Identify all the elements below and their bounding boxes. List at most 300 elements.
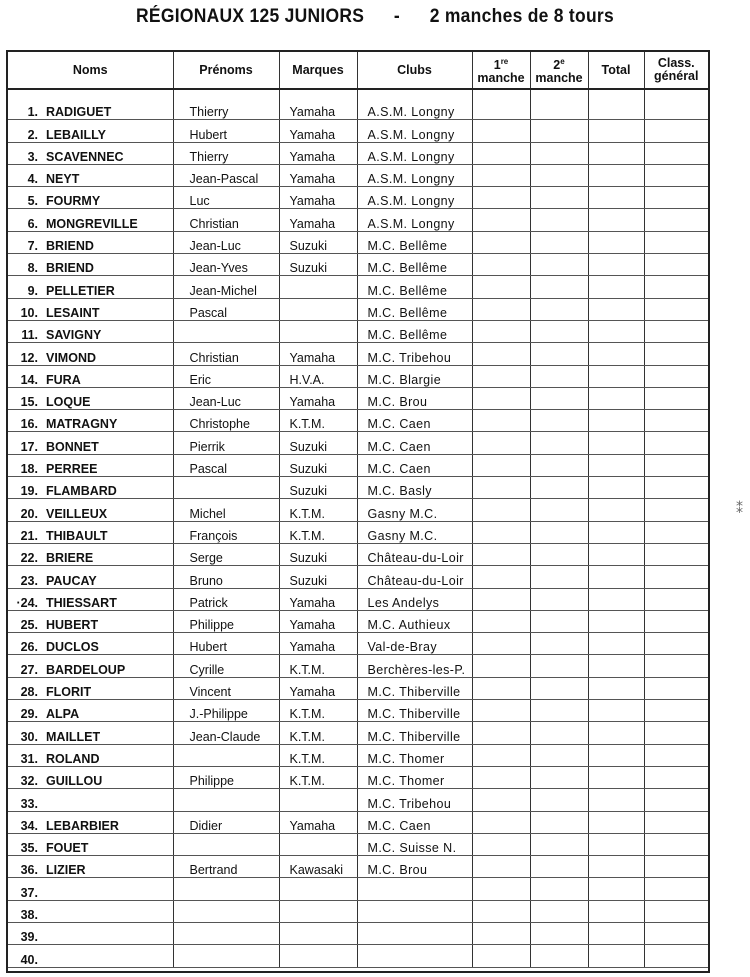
cell-club: M.C. Caen [357,454,472,476]
cell-manche-2 [530,343,588,365]
cell-marque: Suzuki [279,477,357,499]
row-number: 1. [27,105,38,120]
rider-name: FURA [46,372,81,387]
cell-marque: K.T.M. [279,521,357,543]
table-row [8,98,708,120]
cell-marque: K.T.M. [279,766,357,788]
cell-total [588,566,644,588]
cell-manche-1 [472,722,530,744]
cell-club: A.S.M. Longny [357,142,472,164]
cell-nom [8,766,173,788]
table-row [8,120,708,142]
cell-prenom [173,320,279,342]
cell-marque: Kawasaki [279,856,357,878]
row-number: 2. [27,127,38,142]
cell-manche-2 [530,521,588,543]
cell-club: Gasny M.C. [357,499,472,521]
rider-name: LESAINT [46,305,100,320]
cell-manche-1 [472,922,530,944]
row-number: 22. [20,551,38,566]
cell-class-general [644,677,708,699]
rider-name: BRIERE [46,551,94,566]
rider-name: DUCLOS [46,640,99,655]
cell-club: A.S.M. Longny [357,98,472,120]
rider-name: ALPA [46,707,80,722]
cell-manche-2 [530,945,588,967]
table-row [8,900,708,922]
table-row [8,677,708,699]
cell-manche-1 [472,766,530,788]
cell-manche-2 [530,187,588,209]
cell-total [588,700,644,722]
cell-prenom: Thierry [173,142,279,164]
cell-class-general [644,387,708,409]
cell-prenom [173,833,279,855]
cell-prenom [173,477,279,499]
cell-class-general [644,856,708,878]
cell-manche-1 [472,543,530,565]
cell-manche-2 [530,789,588,811]
cell-prenom [173,900,279,922]
row-number: ·24. [16,595,38,610]
cell-nom [8,343,173,365]
row-number: 21. [20,528,38,543]
rider-name: MAILLET [46,729,101,744]
table-row [8,432,708,454]
cell-marque: Yamaha [279,142,357,164]
cell-prenom: Pascal [173,298,279,320]
cell-prenom: Hubert [173,120,279,142]
cell-nom [8,789,173,811]
cell-total [588,744,644,766]
cell-class-general [644,320,708,342]
cell-marque [279,276,357,298]
cell-marque: Suzuki [279,566,357,588]
cell-manche-2 [530,633,588,655]
cell-manche-1 [472,677,530,699]
cell-prenom: Michel [173,499,279,521]
cell-class-general [644,588,708,610]
cell-class-general [644,543,708,565]
cell-class-general [644,744,708,766]
cell-prenom: Christophe [173,410,279,432]
cell-manche-2 [530,142,588,164]
cell-manche-1 [472,878,530,900]
cell-nom [8,387,173,409]
cell-marque: K.T.M. [279,410,357,432]
cell-club: Les Andelys [357,588,472,610]
cell-prenom: Vincent [173,677,279,699]
cell-prenom: Jean-Yves [173,254,279,276]
cell-manche-1 [472,856,530,878]
cell-prenom [173,922,279,944]
cell-class-general [644,833,708,855]
cell-club [357,945,472,967]
cell-marque [279,922,357,944]
table-row [8,833,708,855]
cell-total [588,320,644,342]
cell-manche-2 [530,677,588,699]
cell-club: Berchères-les-P. [357,655,472,677]
cell-total [588,254,644,276]
cell-marque: K.T.M. [279,499,357,521]
table-row [8,566,708,588]
rider-name: LOQUE [46,395,91,410]
row-number: 6. [27,216,38,231]
cell-total [588,98,644,120]
row-number: 3. [27,149,38,164]
table-row [8,499,708,521]
cell-prenom: Serge [173,543,279,565]
cell-club: Gasny M.C. [357,521,472,543]
cell-manche-2 [530,766,588,788]
table-row [8,744,708,766]
cell-club: M.C. Bellême [357,276,472,298]
cell-marque [279,945,357,967]
table-row [8,254,708,276]
cell-nom [8,521,173,543]
cell-marque: Yamaha [279,98,357,120]
rider-name: ROLAND [46,751,100,766]
cell-manche-2 [530,320,588,342]
cell-manche-1 [472,521,530,543]
cell-manche-1 [472,610,530,632]
cell-club: M.C. Bellême [357,298,472,320]
cell-nom [8,320,173,342]
row-number: 30. [20,729,38,744]
table-row [8,543,708,565]
rider-name: LEBARBIER [46,818,119,833]
cell-prenom [173,878,279,900]
cell-class-general [644,922,708,944]
cell-nom [8,142,173,164]
row-number: 35. [20,841,38,856]
cell-marque: Yamaha [279,209,357,231]
cell-nom [8,454,173,476]
rider-name: MONGREVILLE [46,216,138,231]
row-number: 38. [20,907,38,922]
table-row [8,700,708,722]
cell-club: A.S.M. Longny [357,187,472,209]
row-number: 12. [20,350,38,365]
cell-manche-2 [530,298,588,320]
cell-club: M.C. Thiberville [357,722,472,744]
cell-prenom: Philippe [173,610,279,632]
cell-manche-1 [472,120,530,142]
cell-nom [8,856,173,878]
cell-marque: Yamaha [279,187,357,209]
table-row [8,187,708,209]
cell-class-general [644,700,708,722]
cell-total [588,187,644,209]
table-row [8,878,708,900]
cell-nom [8,298,173,320]
row-number: 15. [20,395,38,410]
cell-club: M.C. Bellême [357,231,472,253]
rider-name: HUBERT [46,618,99,633]
cell-total [588,477,644,499]
row-number: 14. [20,372,38,387]
row-number: 23. [20,573,38,588]
cell-manche-1 [472,700,530,722]
cell-nom [8,98,173,120]
cell-manche-1 [472,164,530,186]
page-edge-mark: ⁑ [736,500,743,516]
cell-manche-1 [472,432,530,454]
rider-name: NEYT [46,172,80,187]
page-title [30,6,720,28]
cell-total [588,633,644,655]
cell-manche-2 [530,120,588,142]
cell-total [588,387,644,409]
header-total: Total [588,52,644,89]
spacer-row [8,89,708,98]
cell-prenom: Bertrand [173,856,279,878]
cell-nom [8,655,173,677]
cell-club: M.C. Authieux [357,610,472,632]
cell-manche-2 [530,499,588,521]
cell-marque: H.V.A. [279,365,357,387]
cell-nom [8,543,173,565]
table-row [8,164,708,186]
cell-manche-2 [530,98,588,120]
cell-manche-2 [530,164,588,186]
cell-total [588,142,644,164]
cell-club: A.S.M. Longny [357,120,472,142]
cell-prenom: Jean-Michel [173,276,279,298]
cell-club: M.C. Brou [357,387,472,409]
rider-name: PELLETIER [46,283,115,298]
cell-manche-1 [472,320,530,342]
table-row [8,320,708,342]
cell-club: A.S.M. Longny [357,164,472,186]
row-number: 7. [27,239,38,254]
header-clubs: Clubs [357,52,472,89]
cell-marque: Suzuki [279,543,357,565]
cell-nom [8,610,173,632]
cell-marque: Suzuki [279,254,357,276]
cell-class-general [644,454,708,476]
cell-class-general [644,499,708,521]
cell-total [588,878,644,900]
cell-club: M.C. Tribehou [357,789,472,811]
cell-nom [8,164,173,186]
row-number: 18. [20,462,38,477]
cell-total [588,209,644,231]
cell-prenom: Jean-Luc [173,387,279,409]
rider-name: PERREE [46,462,98,477]
cell-total [588,789,644,811]
cell-total [588,120,644,142]
cell-total [588,410,644,432]
cell-marque: K.T.M. [279,700,357,722]
row-number: 20. [20,506,38,521]
cell-class-general [644,477,708,499]
cell-nom [8,209,173,231]
row-number: 29. [20,707,38,722]
cell-marque [279,298,357,320]
cell-total [588,432,644,454]
cell-nom [8,811,173,833]
cell-total [588,276,644,298]
row-number: 28. [20,685,38,700]
cell-class-general [644,766,708,788]
results-table [8,52,708,968]
cell-manche-2 [530,254,588,276]
cell-manche-2 [530,231,588,253]
cell-manche-1 [472,744,530,766]
row-number: 32. [20,774,38,789]
cell-total [588,945,644,967]
cell-club: M.C. Basly [357,477,472,499]
cell-class-general [644,164,708,186]
cell-prenom: Cyrille [173,655,279,677]
row-number: 34. [20,818,38,833]
cell-prenom: Jean-Luc [173,231,279,253]
cell-club: M.C. Blargie [357,365,472,387]
cell-nom [8,633,173,655]
cell-class-general [644,209,708,231]
cell-class-general [644,610,708,632]
cell-manche-2 [530,610,588,632]
rider-name: VIMOND [46,350,96,365]
table-row [8,209,708,231]
cell-manche-1 [472,588,530,610]
cell-club: M.C. Caen [357,432,472,454]
cell-marque [279,833,357,855]
row-number: 26. [20,640,38,655]
cell-total [588,521,644,543]
table-row [8,521,708,543]
cell-manche-2 [530,209,588,231]
table-row [8,142,708,164]
cell-manche-2 [530,833,588,855]
rider-name: LIZIER [46,863,86,878]
cell-class-general [644,878,708,900]
rider-name: FOUET [46,841,89,856]
cell-nom [8,231,173,253]
cell-class-general [644,521,708,543]
cell-club [357,878,472,900]
cell-total [588,588,644,610]
cell-manche-2 [530,276,588,298]
rider-name: BONNET [46,439,99,454]
cell-manche-2 [530,365,588,387]
cell-class-general [644,811,708,833]
table-row [8,298,708,320]
rider-name: THIESSART [46,595,117,610]
rider-name: MATRAGNY [46,417,118,432]
cell-marque: Yamaha [279,633,357,655]
rider-name: BRIEND [46,239,94,254]
cell-manche-2 [530,811,588,833]
cell-nom [8,499,173,521]
cell-manche-2 [530,722,588,744]
cell-manche-1 [472,566,530,588]
cell-total [588,677,644,699]
cell-manche-2 [530,477,588,499]
cell-total [588,499,644,521]
rider-name: FLORIT [46,685,92,700]
cell-marque: Yamaha [279,811,357,833]
row-number: 17. [20,439,38,454]
cell-manche-1 [472,655,530,677]
cell-total [588,343,644,365]
cell-manche-1 [472,945,530,967]
cell-marque [279,320,357,342]
row-number: 27. [20,662,38,677]
cell-total [588,454,644,476]
cell-marque: Suzuki [279,432,357,454]
row-number: 39. [20,930,38,945]
cell-manche-1 [472,789,530,811]
cell-total [588,900,644,922]
cell-club: A.S.M. Longny [357,209,472,231]
cell-prenom: Pascal [173,454,279,476]
cell-nom [8,878,173,900]
row-number: 19. [20,484,38,499]
row-number: 9. [27,283,38,298]
cell-class-general [644,276,708,298]
row-number: 11. [21,328,38,343]
cell-manche-2 [530,410,588,432]
results-sheet [6,50,710,973]
table-row [8,588,708,610]
cell-nom [8,588,173,610]
cell-prenom: Thierry [173,98,279,120]
cell-marque: Yamaha [279,588,357,610]
cell-manche-2 [530,922,588,944]
rider-name: SAVIGNY [46,328,102,343]
table-row [8,856,708,878]
cell-marque: Yamaha [279,164,357,186]
cell-manche-1 [472,276,530,298]
row-number: 25. [20,618,38,633]
cell-class-general [644,298,708,320]
row-number: 40. [20,952,38,967]
cell-prenom: Luc [173,187,279,209]
cell-manche-2 [530,432,588,454]
header-row [8,52,708,89]
cell-nom [8,700,173,722]
cell-club: M.C. Thiberville [357,677,472,699]
cell-manche-2 [530,566,588,588]
table-row [8,922,708,944]
rider-name: LEBAILLY [46,127,106,142]
cell-class-general [644,410,708,432]
cell-prenom: Jean-Pascal [173,164,279,186]
header-manche-2: 2e manche [530,52,588,89]
cell-nom [8,945,173,967]
cell-manche-1 [472,298,530,320]
rider-name: SCAVENNEC [46,149,124,164]
cell-marque [279,789,357,811]
cell-nom [8,722,173,744]
row-number: 16. [20,417,38,432]
cell-class-general [644,254,708,276]
cell-class-general [644,945,708,967]
table-row [8,410,708,432]
cell-marque [279,878,357,900]
rider-name: BARDELOUP [46,662,126,677]
cell-club: M.C. Bellême [357,320,472,342]
cell-prenom: Hubert [173,633,279,655]
table-row [8,655,708,677]
table-row [8,231,708,253]
cell-manche-1 [472,454,530,476]
cell-nom [8,120,173,142]
cell-class-general [644,789,708,811]
